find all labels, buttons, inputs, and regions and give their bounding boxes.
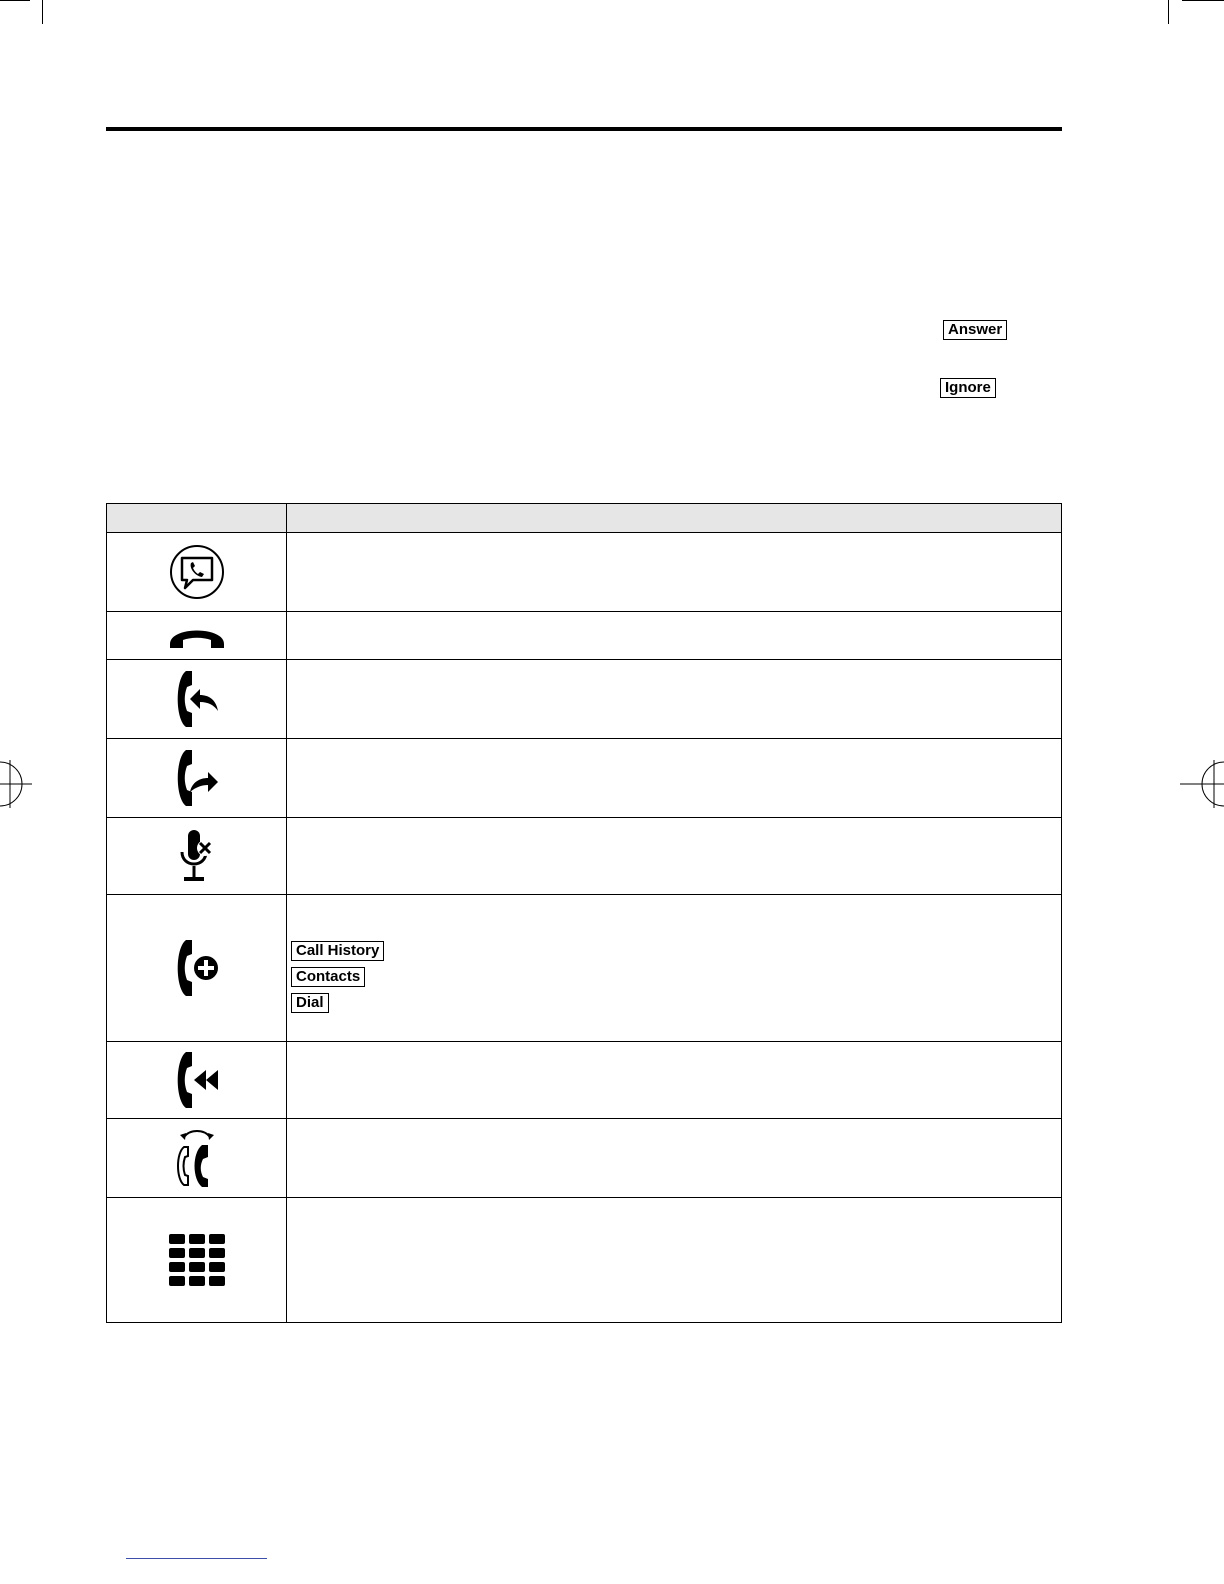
table-row <box>107 817 1061 894</box>
add-call-icon <box>107 895 287 1041</box>
trim-mark-top-left-vertical <box>42 0 43 24</box>
mute-microphone-icon <box>107 818 287 894</box>
keypad-icon <box>107 1198 287 1322</box>
call-history-button-label: Call History <box>291 941 384 961</box>
table-header-row <box>107 504 1061 532</box>
outgoing-call-icon <box>107 739 287 817</box>
description-cell <box>287 1198 1061 1322</box>
table-header-icon-column <box>107 504 287 532</box>
table-row <box>107 659 1061 738</box>
table-row <box>107 738 1061 817</box>
answer-button-label: Answer <box>943 320 1007 340</box>
merge-calls-icon <box>107 1042 287 1118</box>
phone-message-bubble-icon <box>107 533 287 611</box>
add-call-options <box>291 941 384 1019</box>
table-row <box>107 1197 1061 1322</box>
trim-mark-top-right <box>1182 0 1224 1</box>
header-rule <box>106 127 1062 131</box>
description-cell <box>287 533 1061 611</box>
trim-mark-top-right-vertical <box>1168 0 1169 24</box>
description-cell <box>287 895 1061 1041</box>
description-cell <box>287 1042 1061 1118</box>
table-row <box>107 532 1061 611</box>
incoming-call-icon <box>107 660 287 738</box>
description-cell <box>287 1119 1061 1197</box>
table-row <box>107 1118 1061 1197</box>
trim-mark-top-left <box>0 0 30 1</box>
table-row <box>107 611 1061 659</box>
footer-link-underline[interactable] <box>126 1558 267 1559</box>
table-header-description-column <box>287 504 1061 532</box>
contacts-button-label: Contacts <box>291 967 365 987</box>
description-cell <box>287 818 1061 894</box>
table-row <box>107 1041 1061 1118</box>
table-row <box>107 894 1061 1041</box>
description-cell <box>287 660 1061 738</box>
swap-calls-icon <box>107 1119 287 1197</box>
hang-up-icon <box>107 612 287 659</box>
registration-mark-left <box>0 760 34 808</box>
phone-icons-table <box>106 503 1062 1323</box>
description-cell <box>287 739 1061 817</box>
description-cell <box>287 612 1061 659</box>
dial-button-label: Dial <box>291 993 329 1013</box>
registration-mark-right <box>1180 760 1224 808</box>
ignore-button-label: Ignore <box>940 378 996 398</box>
